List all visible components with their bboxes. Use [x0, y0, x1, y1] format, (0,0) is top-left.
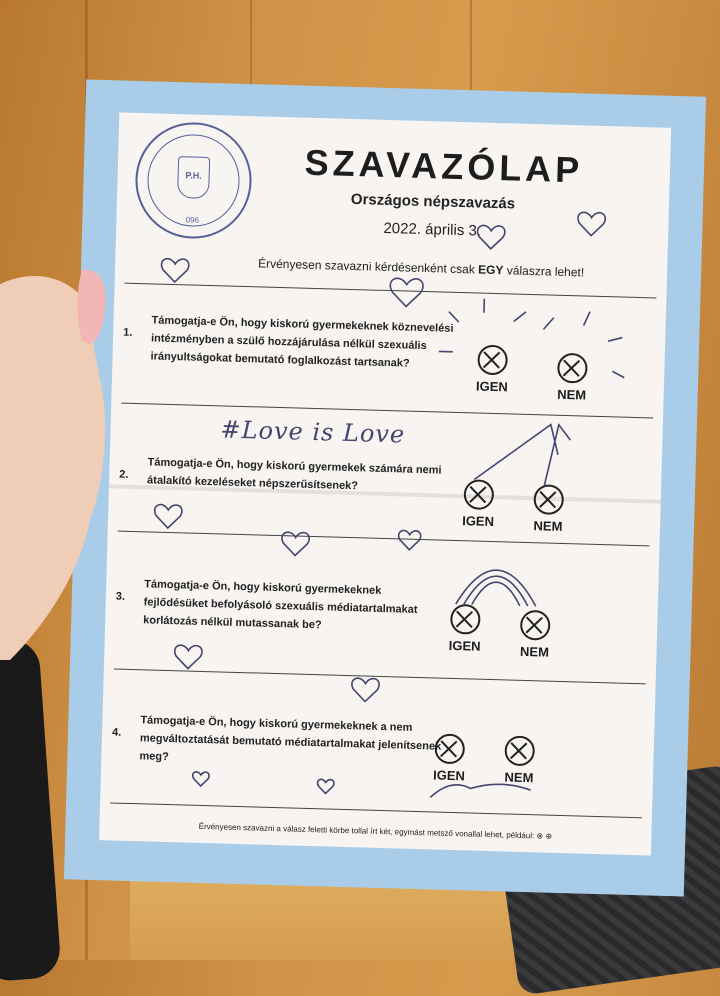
heart-icon [351, 678, 379, 702]
question-number: 3. [115, 590, 126, 603]
question-number: 2. [119, 468, 129, 481]
heart-icon [577, 212, 605, 236]
doodles [99, 112, 671, 855]
answer-label: NEM [504, 769, 534, 786]
question-number: 1. [123, 326, 133, 339]
stamp-ph: P.H. [185, 170, 202, 181]
ballot-subtitle: Országos népszavazás [350, 190, 516, 213]
heart-icon [174, 645, 202, 669]
answer-label: NEM [557, 386, 587, 403]
question-number: 4. [111, 726, 122, 739]
heart-icon [154, 504, 182, 528]
sun-rays [438, 297, 626, 377]
answer-label: IGEN [448, 637, 481, 654]
handwritten-hashtag: #Love is Love [220, 415, 406, 449]
instruction-pre: Érvényesen szavazni kérdésenként csak [257, 256, 479, 277]
heart-icon [398, 530, 421, 550]
heart-icon [317, 779, 334, 793]
heart-icon [192, 772, 209, 786]
answer-label: IGEN [432, 767, 466, 784]
instruction-post: válaszra lehet! [503, 263, 585, 280]
question-text: Támogatja-e Ön, hogy kiskorú gyermekeknek köznevelési intézményben a szülő hozzájárulása nélkül szexuális irányultságokat bemutató foglalkozást tartsanak? [150, 314, 454, 370]
answer-label: IGEN [462, 513, 495, 530]
grass-doodle [430, 782, 530, 800]
heart-icon [477, 225, 505, 249]
question-text: Támogatja-e Ön, hogy kiskorú gyermekeknek a nem megváltoztatását bemutató médiatartalmakat jelenítsenek meg? [139, 714, 442, 764]
sleeve [0, 638, 62, 983]
instruction-bold: EGY [477, 262, 504, 278]
heart-icon [390, 278, 424, 307]
question-text: Támogatja-e Ön, hogy kiskorú gyermekeknek fejlődésüket befolyásoló szexuális médiatartalmakat korlátozás nélkül mutassanak be? [143, 578, 418, 632]
fingernail [78, 270, 106, 344]
cabinet-edge [250, 0, 252, 90]
heart-icon [281, 532, 309, 556]
answer-label: IGEN [475, 378, 508, 395]
ballot-inner [99, 112, 671, 855]
stem-doodle [474, 423, 571, 488]
cabinet-edge [470, 0, 472, 90]
answer-label: NEM [519, 643, 550, 660]
ballot-title: SZAVAZÓLAP [304, 141, 584, 191]
heart-icon [161, 259, 189, 283]
ballot-date: 2022. április 3. [383, 219, 482, 240]
question-text: Támogatja-e Ön, hogy kiskorú gyermekek számára nemi átalakító kezeléseket népszerűsítsenek? [146, 456, 442, 493]
ballot-paper [64, 80, 706, 897]
answer-label: NEM [533, 518, 563, 534]
ballot-footer: Érvényesen szavazni a válasz feletti körbe tollal írt két, egymást metsző vonallal lehet, például: ⊗ ⊕ [198, 821, 553, 841]
stamp-number: 096 [185, 215, 200, 225]
hand [0, 260, 140, 680]
rainbow-doodle [456, 569, 537, 606]
